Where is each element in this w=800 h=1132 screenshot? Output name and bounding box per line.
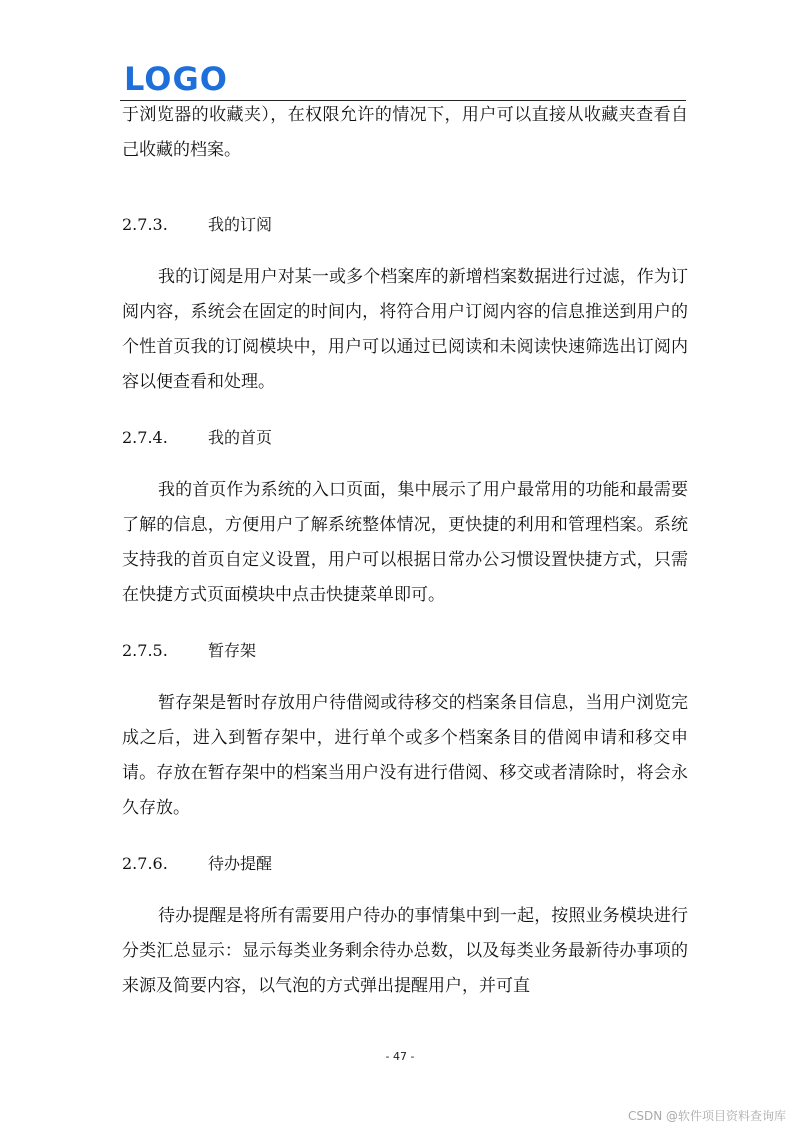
- section-title: 我的订阅: [208, 215, 273, 234]
- page-number: - 47 -: [385, 1050, 415, 1063]
- section-title: 待办提醒: [208, 854, 273, 873]
- section-title: 暂存架: [208, 641, 257, 660]
- section-number: 2.7.4.: [122, 428, 168, 447]
- section-title: 我的首页: [208, 428, 273, 447]
- watermark: CSDN @软件项目资料查询库: [627, 1109, 786, 1123]
- section-number: 2.7.6.: [122, 854, 168, 873]
- section-paragraph: 我的订阅是用户对某一或多个档案库的新增档案数据进行过滤，作为订阅内容，系统会在固定的时间内，将符合用户订阅内容的信息推送到用户的个性首页我的订阅模块中，用户可以通过已阅读和未阅读快速筛选出订阅内容以便查看和处理。: [122, 267, 688, 392]
- section-heading: [122, 420, 688, 455]
- document-body: [122, 98, 688, 1004]
- section-heading: [122, 846, 688, 881]
- section-number: 2.7.5.: [122, 641, 168, 660]
- section-heading: [122, 207, 688, 242]
- section-paragraph: 我的首页作为系统的入口页面，集中展示了用户最常用的功能和最需要了解的信息，方便用户了解系统整体情况，更快捷的利用和管理档案。系统支持我的首页自定义设置，用户可以根据日常办公习惯设置快捷方式，只需在快捷方式页面模块中点击快捷菜单即可。: [122, 480, 688, 605]
- intro-paragraph: 于浏览器的收藏夹），在权限允许的情况下，用户可以直接从收藏夹查看自己收藏的档案。: [122, 105, 688, 160]
- section-number: 2.7.3.: [122, 215, 168, 234]
- section-heading: [122, 633, 688, 668]
- section-paragraph: 暂存架是暂时存放用户待借阅或待移交的档案条目信息，当用户浏览完成之后，进入到暂存架中，进行单个或多个档案条目的借阅申请和移交申请。存放在暂存架中的档案当用户没有进行借阅、移交或者清除时，将会永久存放。: [122, 693, 688, 818]
- section-paragraph: 待办提醒是将所有需要用户待办的事情集中到一起，按照业务模块进行分类汇总显示：显示每类业务剩余待办总数，以及每类业务最新待办事项的来源及简要内容，以气泡的方式弹出提醒用户，并可直: [122, 906, 688, 996]
- logo: LOGO: [124, 60, 228, 98]
